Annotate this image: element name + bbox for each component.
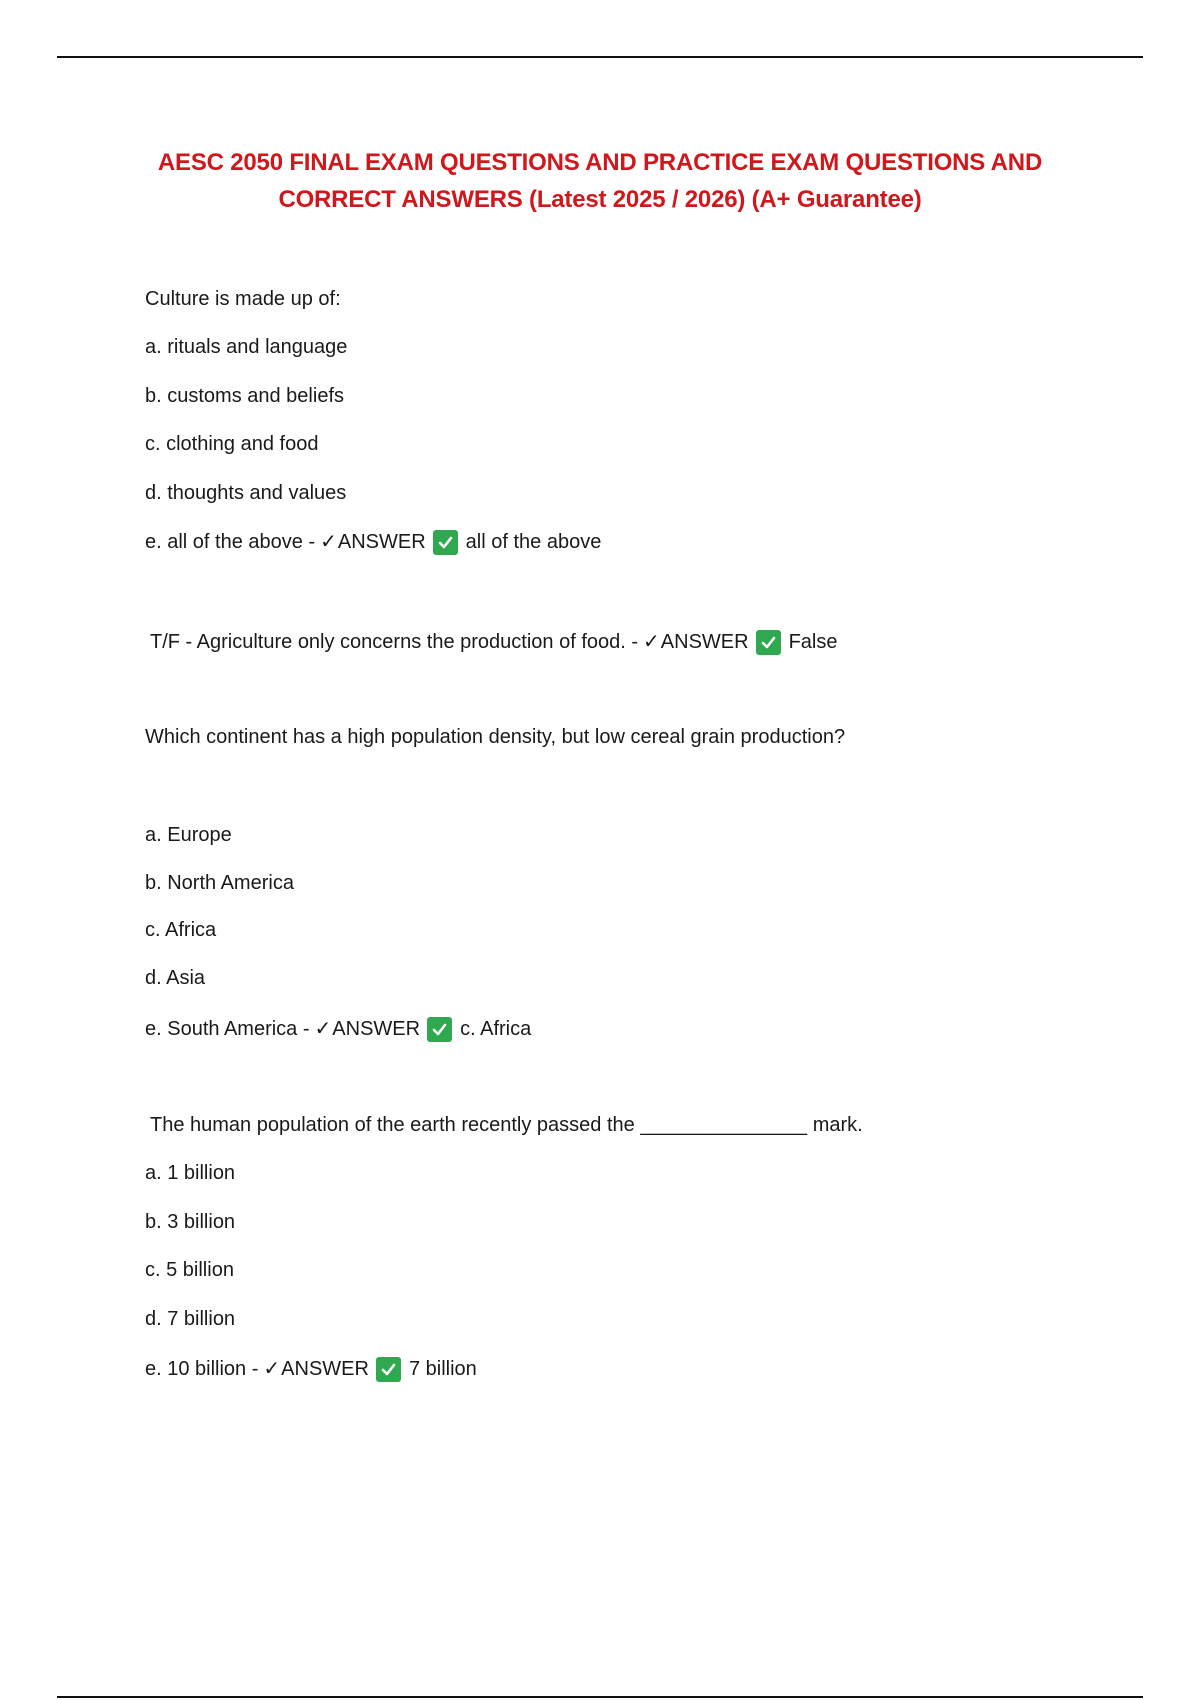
answer-label: ANSWER [281,1358,369,1380]
option-text: d. 7 billion [145,1308,236,1330]
answer-text: False [788,631,838,653]
option-text: e. South America - [145,1018,310,1040]
question-4-option-c [145,1257,234,1283]
title-line-1: AESC 2050 FINAL EXAM QUESTIONS AND PRACTICE EXAM QUESTIONS AND [157,149,1043,176]
question-text: Which continent has a high population density, but low cereal grain production? [145,726,846,748]
checkmark-icon: ✓ [263,1358,281,1380]
question-text: T/F - Agriculture only concerns the production of food. - [150,631,639,653]
check-box-icon [756,630,781,655]
answer-text: c. Africa [460,1018,532,1040]
question-4-option-b [145,1209,235,1235]
question-1-prompt [145,286,341,312]
question-4-option-a [145,1160,235,1186]
question-text: The human population of the earth recently passed the _______________ mark. [150,1114,863,1136]
question-1-option-b [145,383,344,409]
question-1-option-a [145,334,347,360]
checkmark-icon: ✓ [320,531,337,553]
title-line-2: CORRECT ANSWERS (Latest 2025 / 2026) (A+ Guarantee) [278,186,922,213]
question-1-option-c [145,431,318,457]
footer-rule [57,1696,1143,1698]
option-text: b. customs and beliefs [145,385,344,407]
check-box-icon [433,530,458,555]
document-title [100,144,1100,218]
question-3-option-a [145,822,232,848]
answer-text: 7 billion [408,1358,477,1380]
question-4-answer-line [145,1356,477,1382]
option-text: a. rituals and language [145,336,348,358]
question-2-answer-line [150,629,838,655]
answer-label: ANSWER [660,631,749,653]
question-3-option-b [145,870,294,896]
option-text: b. North America [145,872,294,894]
option-text: b. 3 billion [145,1211,236,1233]
answer-text: all of the above [465,531,602,553]
option-text: a. Europe [145,824,232,846]
option-text: c. clothing and food [145,433,319,455]
header-rule [57,56,1143,58]
answer-label: ANSWER [337,531,426,553]
option-text: d. thoughts and values [145,482,347,504]
question-3-answer-line [145,1016,531,1042]
option-text: c. 5 billion [145,1259,234,1281]
question-1-answer-line [145,529,601,555]
question-text: Culture is made up of: [145,288,341,310]
check-box-icon [427,1017,452,1042]
question-4-option-d [145,1306,235,1332]
answer-label: ANSWER [332,1018,421,1040]
question-4-prompt [150,1112,863,1138]
check-box-icon [376,1357,401,1382]
option-text: c. Africa [145,919,217,941]
option-text: d. Asia [145,967,206,989]
question-1-option-d [145,480,346,506]
option-text: e. all of the above - [145,531,316,553]
question-3-option-c [145,917,216,943]
option-text: e. 10 billion - [145,1358,259,1380]
question-3-option-d [145,965,205,991]
question-3-prompt [145,724,845,750]
checkmark-icon: ✓ [314,1018,332,1040]
option-text: a. 1 billion [145,1162,236,1184]
checkmark-icon: ✓ [643,631,660,653]
